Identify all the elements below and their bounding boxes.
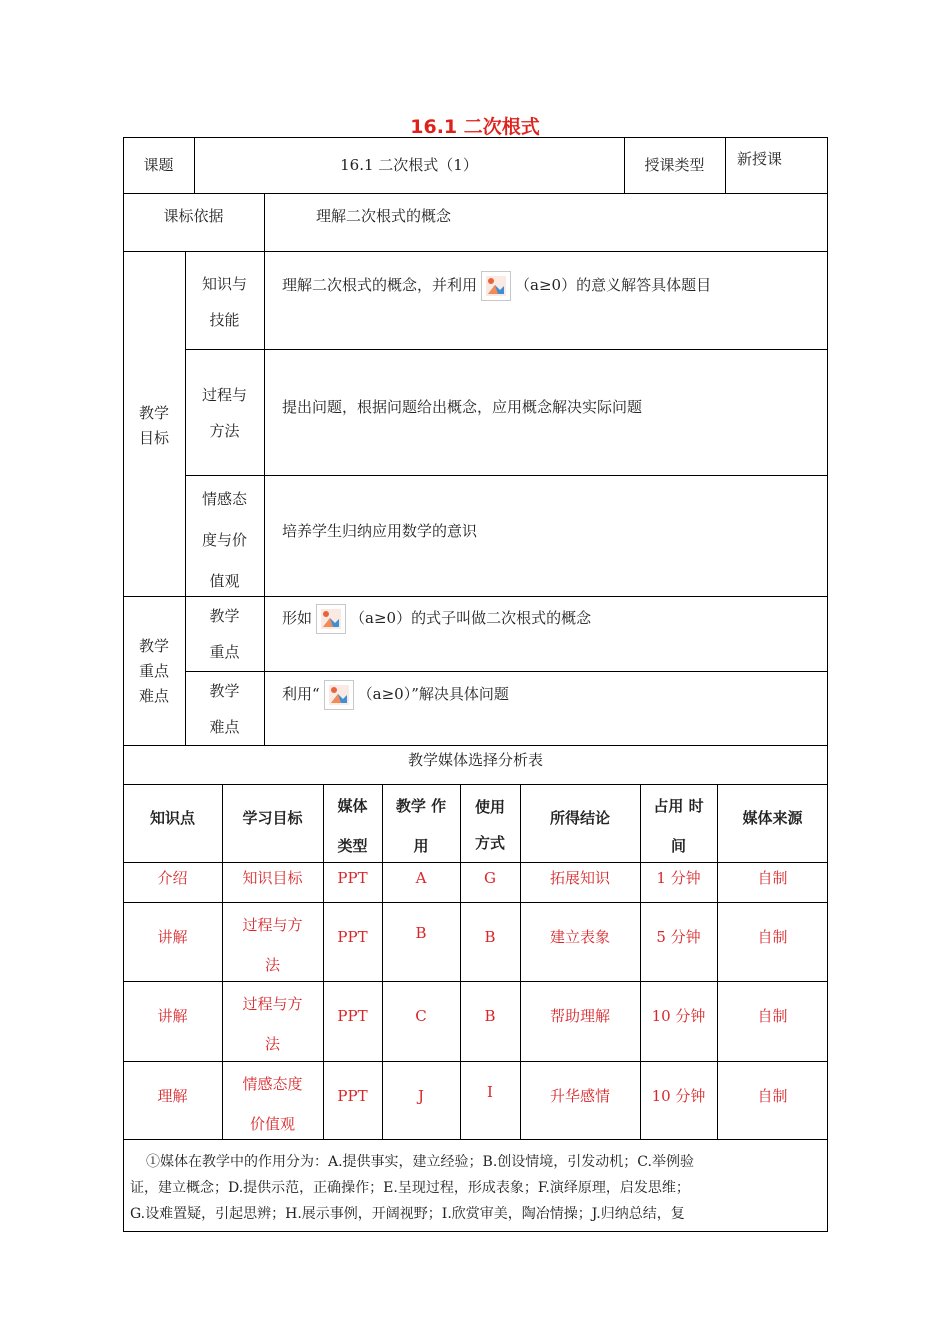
header-learning-goal: 学习目标 <box>242 809 303 827</box>
objectives-label: 教学 目标 <box>138 404 169 447</box>
table-cell: 理解 <box>157 1087 188 1105</box>
lesson-type-value: 新授课 <box>737 150 783 168</box>
table-cell: I <box>487 1083 493 1101</box>
table-cell: 自制 <box>757 869 788 887</box>
table-cell: 介绍 <box>157 869 188 887</box>
basis-value: 理解二次根式的概念 <box>316 207 452 225</box>
table-cell: B <box>415 924 427 942</box>
header-knowledge-point: 知识点 <box>149 809 195 827</box>
table-cell: 过程与方 法 <box>242 995 303 1053</box>
header-result: 所得结论 <box>549 809 610 827</box>
topic-label: 课题 <box>143 156 174 174</box>
lesson-type-label: 授课类型 <box>644 156 705 174</box>
table-cell: 拓展知识 <box>549 869 610 887</box>
basis-label: 课标依据 <box>163 207 224 225</box>
table-cell: 10 分钟 <box>651 1007 706 1025</box>
key-point-focus-text: 形如 （a≥0）的式子叫做二次根式的概念 <box>282 603 822 634</box>
objective-attitude-text: 培养学生归纳应用数学的意识 <box>282 522 478 540</box>
table-cell: B <box>484 1007 496 1025</box>
objective-process-label: 过程与 方法 <box>201 386 247 440</box>
media-table-caption: 教学媒体选择分析表 <box>407 751 543 769</box>
media-role-footnote: ①媒体在教学中的作用分为：A.提供事实，建立经验；B.创设情境，引发动机；C.举例验 证，建立概念；D.提供示范，正确操作；E.呈现过程，形成表象；F.演绎原理，启发思维； G.设难置疑，引起思辨；H.展示事例，开阔视野；I.欣赏审美，陶冶情操；J.归纳总结，复 <box>130 1154 694 1222</box>
table-cell: 自制 <box>757 928 788 946</box>
table-cell: 帮助理解 <box>549 1007 610 1025</box>
key-point-difficulty-text: 利用“ （a≥0）”解决具体问题 <box>282 679 822 710</box>
table-cell: 建立表象 <box>549 928 610 946</box>
objective-knowledge-label: 知识与 技能 <box>201 275 247 329</box>
table-cell: 讲解 <box>157 1007 188 1025</box>
table-cell: 情感态度 价值观 <box>242 1075 303 1133</box>
table-cell: PPT <box>337 928 368 946</box>
table-cell: C <box>415 1007 427 1025</box>
table-cell: 10 分钟 <box>651 1087 706 1105</box>
table-cell: 自制 <box>757 1087 788 1105</box>
topic-value: 16.1 二次根式（1） <box>340 156 478 174</box>
table-cell: PPT <box>337 869 368 887</box>
table-cell: A <box>415 869 427 887</box>
key-point-focus-label: 教学 重点 <box>209 607 240 661</box>
header-usage-way: 使用 方式 <box>474 798 505 852</box>
table-cell: PPT <box>337 1087 368 1105</box>
key-points-label: 教学 重点 难点 <box>138 637 169 705</box>
header-media-source: 媒体来源 <box>742 809 803 827</box>
objective-knowledge-text: 理解二次根式的概念，并利用 （a≥0）的意义解答具体题目 <box>282 270 822 301</box>
image-placeholder-icon <box>324 680 354 710</box>
table-cell: PPT <box>337 1007 368 1025</box>
table-cell: 5 分钟 <box>656 928 701 946</box>
header-time: 占用 时 间 <box>653 797 704 855</box>
table-cell: G <box>484 869 496 887</box>
objective-process-text: 提出问题，根据问题给出概念，应用概念解决实际问题 <box>282 398 643 416</box>
table-cell: 讲解 <box>157 928 188 946</box>
table-cell: 1 分钟 <box>656 869 701 887</box>
header-teaching-role: 教学 作 用 <box>395 797 447 855</box>
page-title: 16.1 二次根式 <box>410 116 540 138</box>
objective-attitude-label: 情感态 度与价 值观 <box>201 490 247 590</box>
table-cell: B <box>484 928 496 946</box>
image-placeholder-icon <box>316 604 346 634</box>
table-cell: 知识目标 <box>242 869 303 887</box>
header-media-type: 媒体 类型 <box>337 797 368 855</box>
table-cell: 过程与方 法 <box>242 916 303 974</box>
table-cell: 自制 <box>757 1007 788 1025</box>
key-point-difficulty-label: 教学 难点 <box>209 682 240 736</box>
table-cell: J <box>417 1087 424 1105</box>
image-placeholder-icon <box>481 271 511 301</box>
table-cell: 升华感情 <box>549 1087 610 1105</box>
